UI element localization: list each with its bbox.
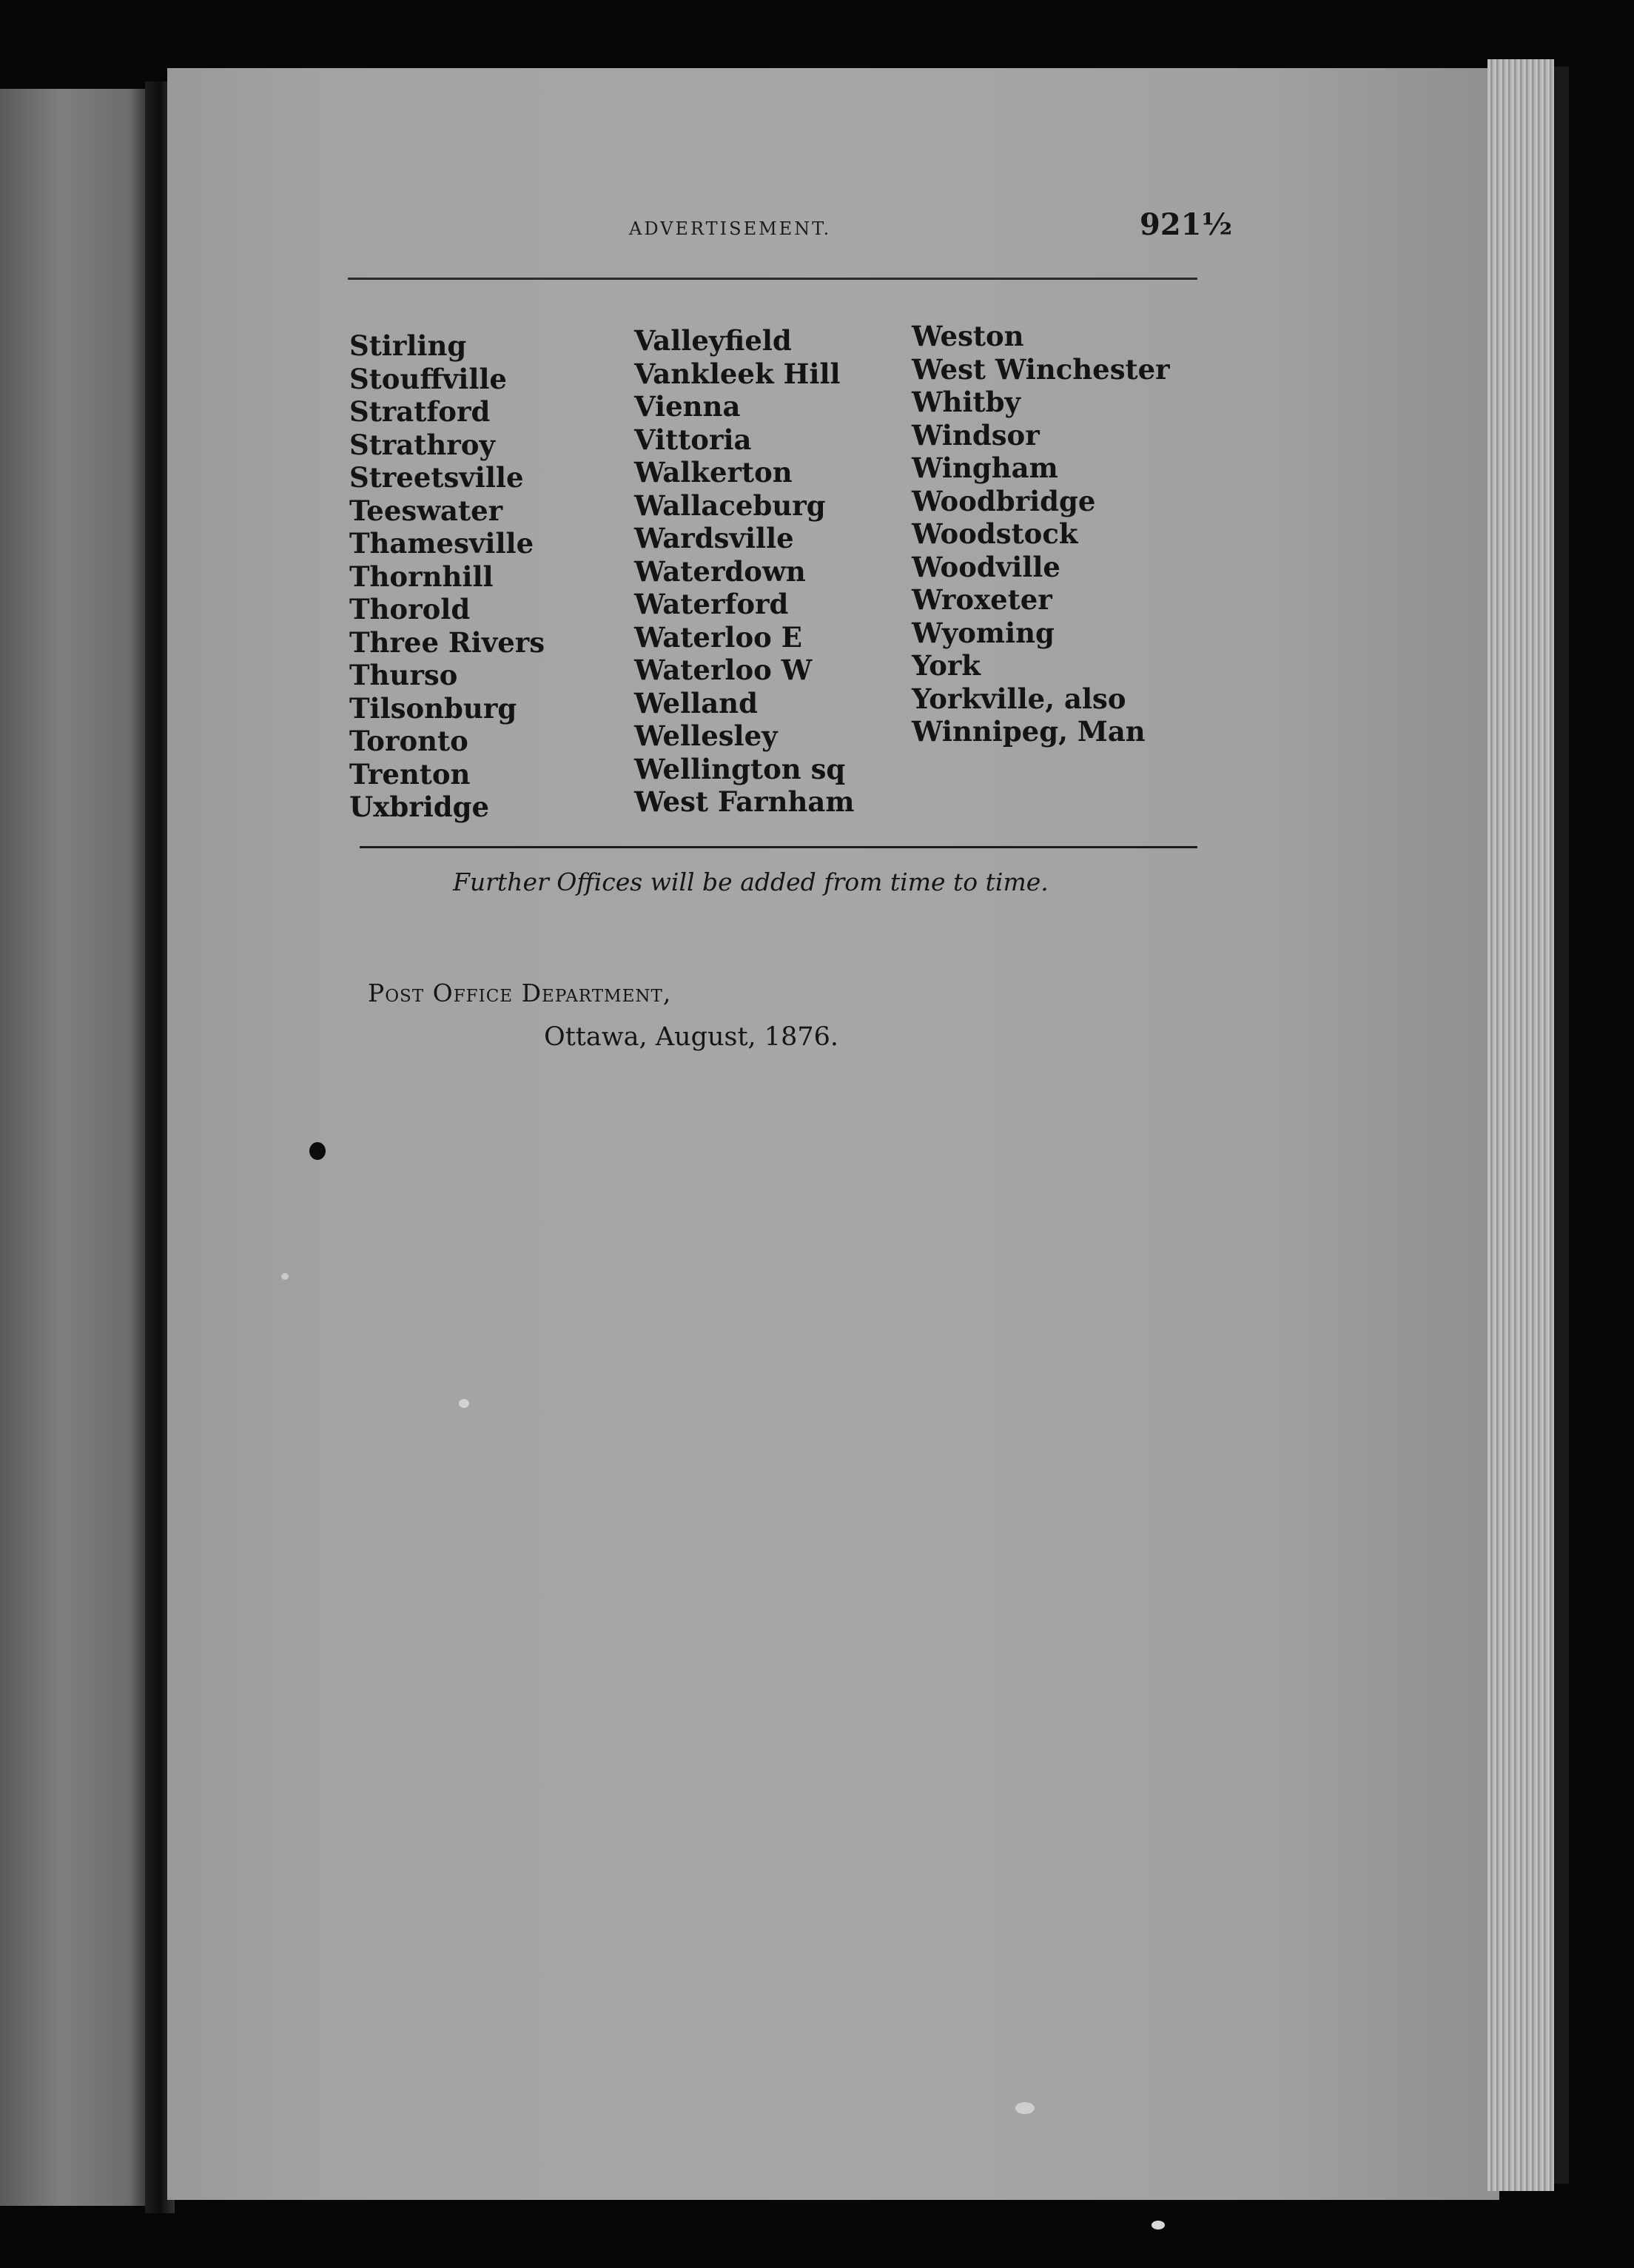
list-item: Thamesville (349, 527, 534, 560)
list-item: Stouffville (349, 362, 507, 395)
list-item: Waterloo W (634, 654, 813, 686)
list-item: Stratford (349, 395, 491, 428)
list-item: Winnipeg, Man (912, 715, 1146, 748)
office-column-1 (349, 329, 545, 824)
running-head: ADVERTISEMENT. (629, 218, 832, 239)
ink-spot (309, 1142, 326, 1160)
list-item: Three Rivers (349, 625, 545, 659)
list-item: Waterdown (634, 554, 806, 588)
list-item: Tilsonburg (349, 691, 517, 725)
list-item: West Farnham (634, 785, 855, 818)
list-item: Wellington sq (634, 752, 846, 785)
list-item: Wardsville (634, 522, 794, 554)
list-item: Toronto (349, 725, 468, 757)
list-item: Whitby (912, 386, 1021, 418)
list-item: Walkerton (634, 456, 793, 489)
list-item: Wyoming (912, 616, 1055, 649)
paper-speck (1015, 2102, 1035, 2114)
list-item: Wingham (912, 452, 1058, 484)
page-edges-shadow (1554, 67, 1569, 2184)
further-offices-note: Further Offices will be added from time to time. (453, 868, 1049, 896)
office-column-3 (912, 320, 1170, 748)
list-item: Yorkville, also (912, 682, 1126, 715)
list-item: Vittoria (634, 423, 752, 456)
department-signature: Post Office Department, (368, 979, 672, 1007)
list-item: Strathroy (349, 428, 495, 461)
paper-speck (459, 1399, 469, 1408)
list-item: Thornhill (349, 560, 494, 593)
facing-page (0, 89, 152, 2206)
list-item: Streetsville (349, 461, 524, 494)
paper-speck (1151, 2221, 1165, 2230)
list-item: Vankleek Hill (634, 357, 841, 390)
list-item: Uxbridge (349, 791, 490, 823)
paper-speck (281, 1273, 289, 1280)
list-item: Wroxeter (912, 583, 1052, 616)
place-and-date: Ottawa, August, 1876. (544, 1022, 839, 1052)
list-item: Waterford (634, 588, 789, 620)
list-item: Trenton (349, 757, 471, 791)
page-edges (1487, 59, 1554, 2191)
list-item: Windsor (912, 418, 1040, 452)
list-item: Valleyfield (634, 324, 792, 357)
office-column-2 (634, 324, 855, 819)
list-item: Weston (912, 320, 1024, 352)
list-item: York (912, 649, 981, 682)
list-item: Thorold (349, 593, 471, 625)
header-rule (348, 278, 1197, 280)
list-item: Stirling (349, 329, 467, 362)
list-item: Woodstock (912, 517, 1078, 550)
list-item: Vienna (634, 390, 741, 423)
list-item: West Winchester (912, 352, 1170, 386)
list-item: Thurso (349, 659, 458, 691)
list-item: Waterloo E (634, 620, 802, 654)
list-item: Teeswater (349, 494, 503, 527)
list-item: Wallaceburg (634, 489, 826, 522)
list-item: Wellesley (634, 719, 778, 752)
list-item: Woodbridge (912, 484, 1096, 517)
list-item: Welland (634, 686, 758, 719)
list-item: Woodville (912, 550, 1060, 583)
page-number: 921½ (1140, 207, 1233, 242)
list-bottom-rule (360, 846, 1197, 848)
